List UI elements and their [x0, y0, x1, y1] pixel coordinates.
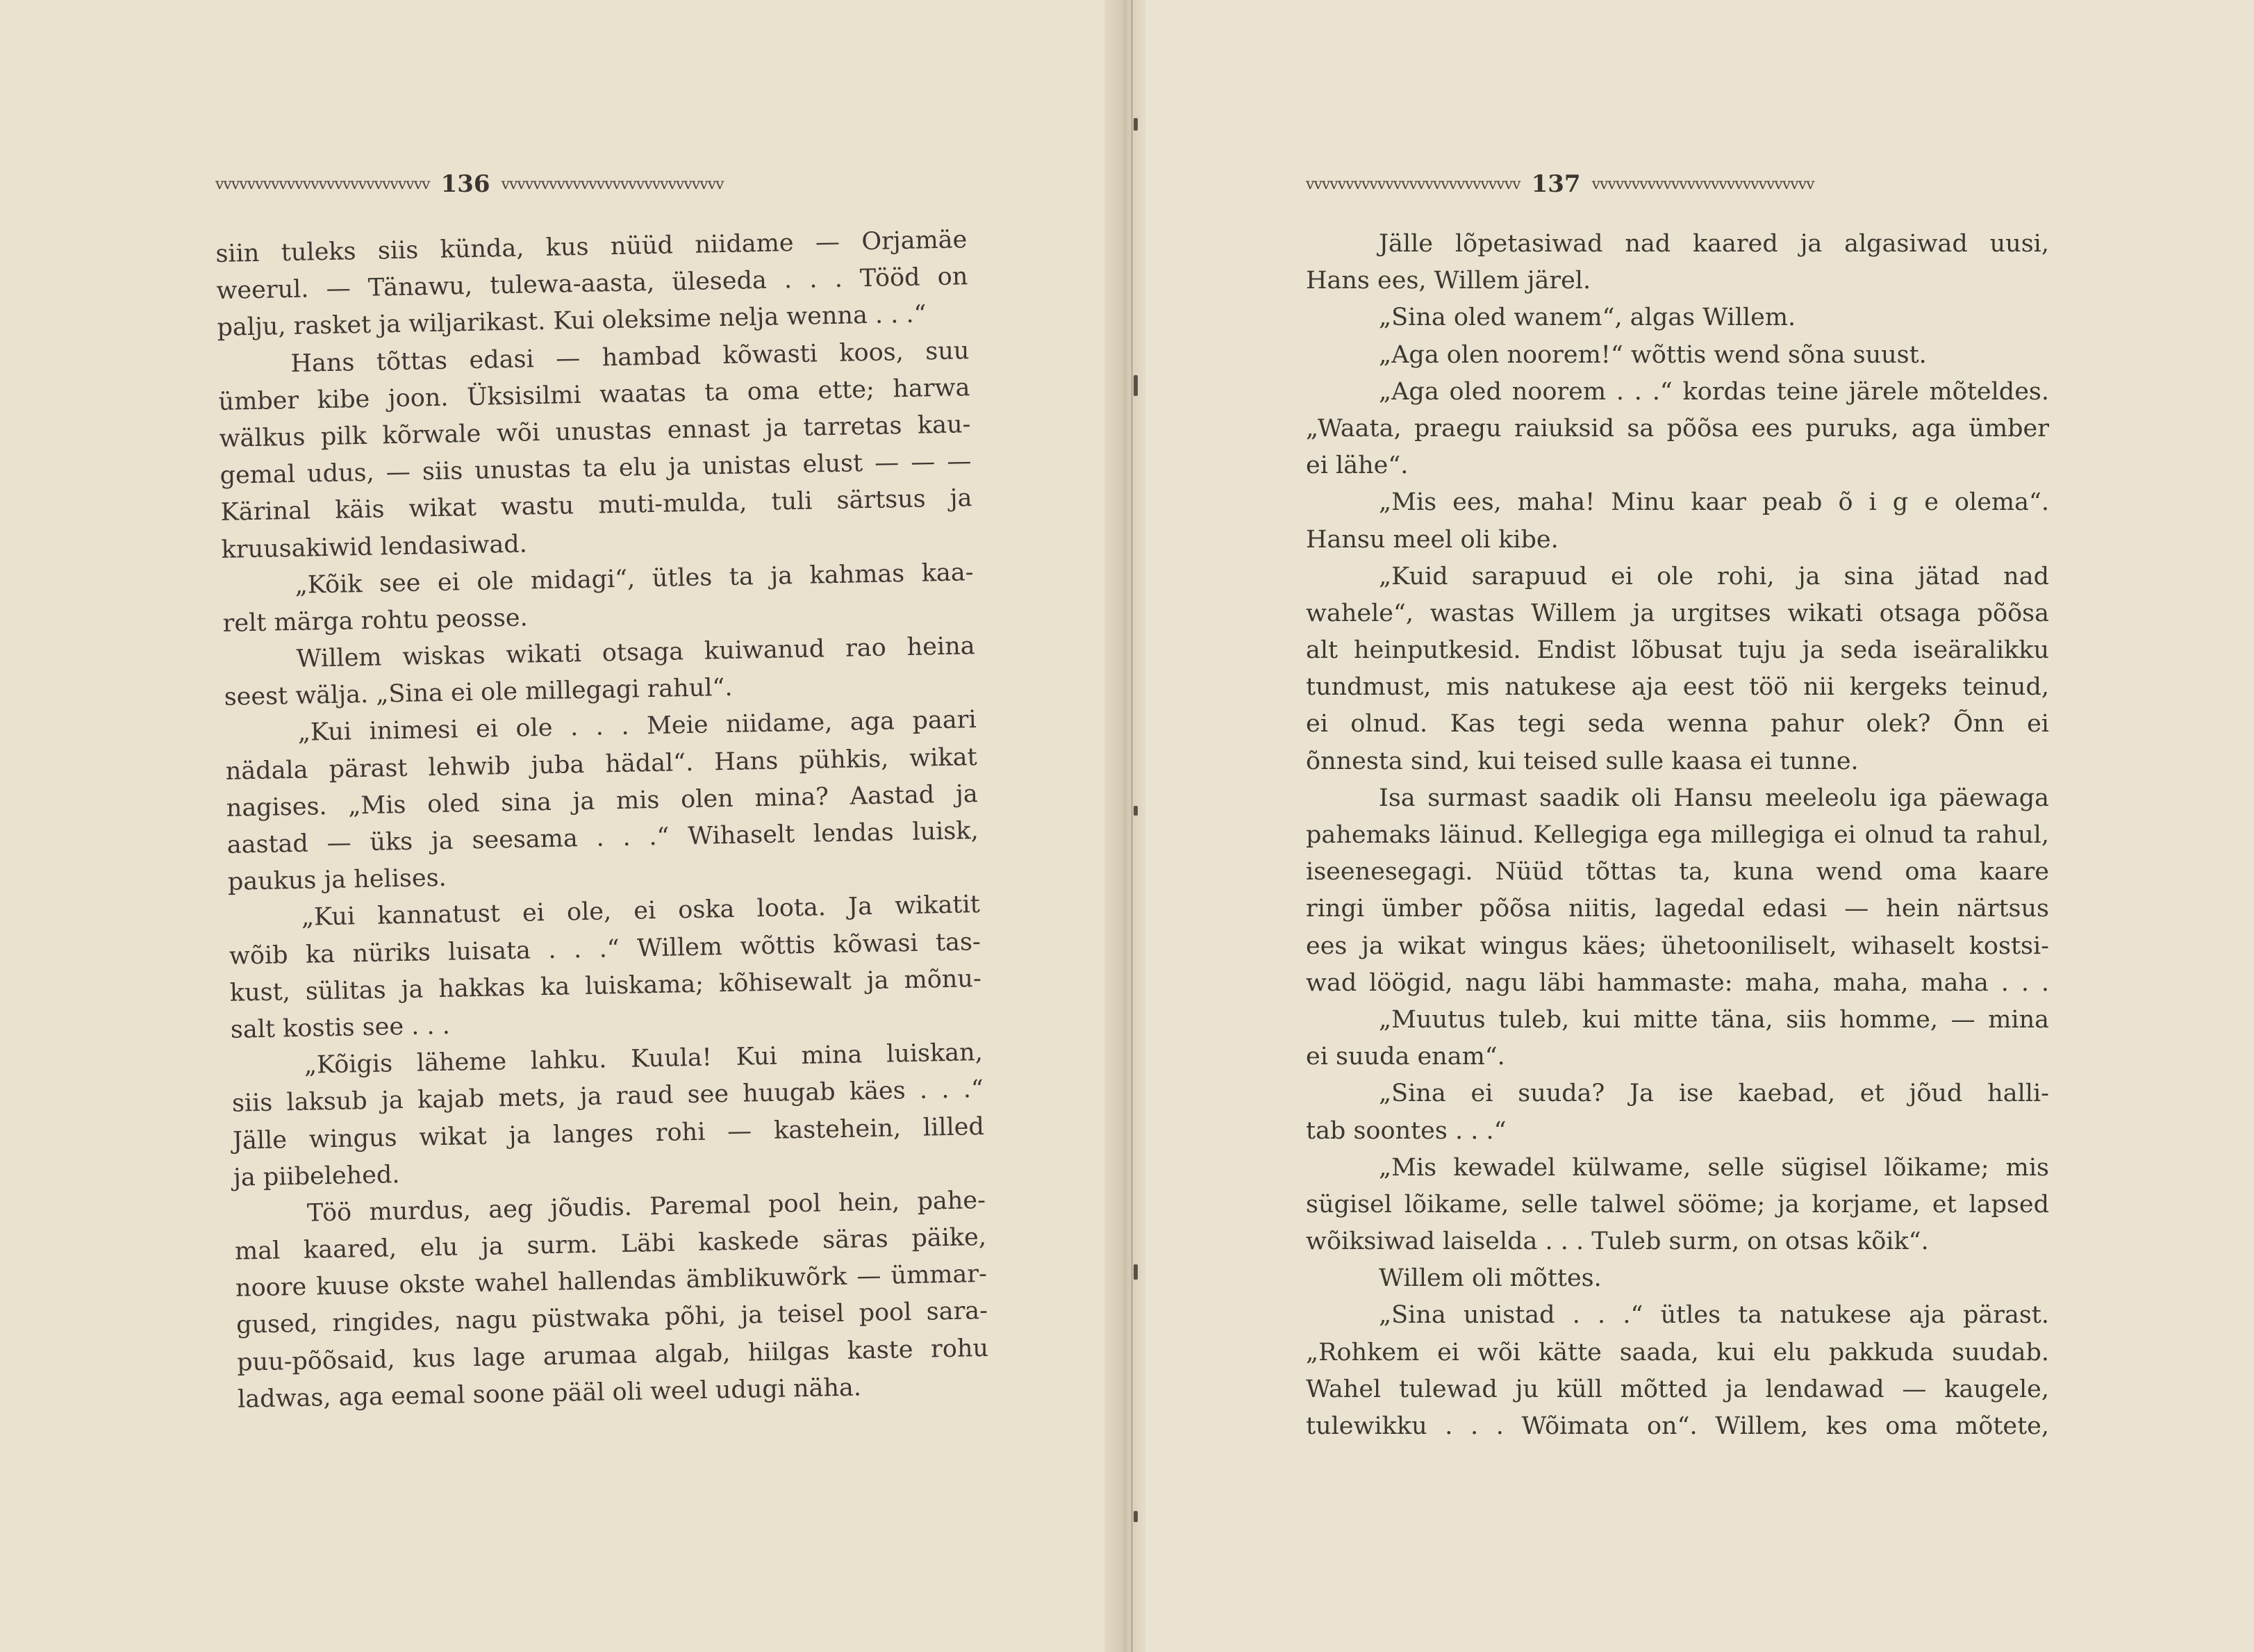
gutter-fold-line — [1131, 0, 1133, 1652]
left-page-text — [215, 222, 989, 1418]
header-ornament: vvvvvvvvvvvvvvvvvvvvvvvvvvvv — [1591, 175, 1814, 193]
text-line: „Rohkem ei wõi kätte saada, kui elu pakkuda suudab. — [1306, 1338, 2049, 1366]
text-line: Jälle wingus wikat ja langes rohi — kastehein, lilled — [232, 1112, 985, 1155]
text-line: Willem wiskas wikati otsaga kuiwanud rao heina — [296, 632, 975, 673]
text-line: wälkus pilk kõrwale wõi unustas ennast ja tarretas kau- — [219, 411, 971, 453]
text-line: puu-põõsaid, kus lage arumaa algab, hiilgas kaste rohu — [236, 1334, 989, 1377]
text-line: ja piibelehed. — [233, 1160, 400, 1192]
text-line: „Waata, praegu raiuksid sa põõsa ees puruks, aga ümber — [1306, 414, 2049, 443]
text-line: seest wälja. „Sina ei ole millegagi rahul“. — [224, 674, 733, 712]
text-line: ladwas, aga eemal soone pääl oli weel udugi näha. — [237, 1373, 862, 1414]
text-line: Willem oli mõttes. — [1379, 1264, 1602, 1293]
text-line: Jälle lõpetasiwad nad kaared ja algasiwad uusi, — [1379, 230, 2049, 258]
text-line: Hans ees, Willem järel. — [1306, 267, 1591, 295]
page-number: 137 — [1531, 170, 1581, 198]
binding-thread-mark — [1134, 1264, 1138, 1280]
text-line: nädala pärast lehwib juba hädal“. Hans pühkis, wikat — [225, 743, 977, 786]
text-line: Wahel tulewad ju küll mõtted ja lendawad — kaugele, — [1306, 1375, 2049, 1403]
text-line: noore kuuse okste wahel hallendas ämblikuwõrk — ümmar- — [235, 1260, 988, 1303]
text-line: „Aga olen noorem!“ wõttis wend sõna suust. — [1379, 340, 1927, 369]
text-line: iseenesegagi. Nüüd tõttas ta, kuna wend oma kaare — [1306, 858, 2049, 886]
text-line: ees ja wikat wingus käes; ühetooniliselt, wihaselt kostsi- — [1306, 932, 2049, 960]
text-line: aastad — üks ja seesama . . .“ Wihaselt lendas luisk, — [226, 817, 979, 859]
text-line: „Kõik see ei ole midagi“, ütles ta ja kahmas kaa- — [295, 558, 974, 600]
text-line: tulewikku . . . Wõimata on“. Willem, kes oma mõtete, — [1306, 1412, 2049, 1440]
text-line: „Kuid sarapuud ei ole rohi, ja sina jätad nad — [1379, 562, 2049, 590]
text-line: tab soontes . . .“ — [1306, 1116, 1507, 1145]
left-page-header — [215, 170, 966, 198]
text-line: salt kostis see . . . — [230, 1011, 451, 1044]
text-line: kust, sülitas ja hakkas ka luiskama; kõhisewalt ja mõnu- — [229, 964, 982, 1007]
book-gutter — [1104, 0, 1146, 1652]
text-line: Hansu meel oli kibe. — [1306, 525, 1559, 554]
text-line: „Sina unistad . . .“ ütles ta natukese aja pärast. — [1379, 1301, 2049, 1330]
text-line: „Mis kewadel külwame, selle sügisel lõikame; mis — [1379, 1153, 2049, 1182]
right-page-text — [1306, 226, 2049, 1445]
header-ornament: vvvvvvvvvvvvvvvvvvvvvvvvvvv — [1306, 175, 1520, 193]
text-line: „Kui inimesi ei ole . . . Meie niidame, aga paari — [297, 706, 977, 747]
text-line: relt märga rohtu peosse. — [222, 604, 529, 638]
page-number: 136 — [440, 170, 490, 198]
text-line: „Mis ees, maha! Minu kaar peab õ i g e olema“. — [1379, 488, 2049, 517]
text-line: õnnesta sind, kui teised sulle kaasa ei tunne. — [1306, 747, 1859, 775]
text-line: pahemaks läinud. Kellegiga ega millegiga ei olnud ta rahul, — [1306, 821, 2049, 849]
right-page — [1129, 0, 2254, 1652]
binding-thread-mark — [1134, 806, 1138, 816]
text-line: ringi ümber põõsa niitis, lagedal edasi — hein närtsus — [1306, 895, 2049, 923]
text-line: ei olnud. Kas tegi seda wenna pahur olek? Õnn ei — [1306, 710, 2049, 738]
header-ornament: vvvvvvvvvvvvvvvvvvvvvvvvvvv — [215, 175, 430, 193]
text-line: gused, ringides, nagu püstwaka põhi, ja teisel pool sara- — [235, 1297, 988, 1340]
text-line: tundmust, mis natukese aja eest töö nii kergeks teinud, — [1306, 673, 2049, 702]
text-line: weerul. — Tänawu, tulewa-aasta, üleseda . . . Tööd on — [216, 263, 968, 306]
binding-thread-mark — [1134, 375, 1138, 396]
binding-thread-mark — [1134, 118, 1138, 131]
text-line: siin tuleks siis künda, kus nüüd niidame — Orjamäe — [215, 226, 968, 268]
text-line: alt heinputkesid. Endist lõbusat tuju ja seda iseäralikku — [1306, 636, 2049, 665]
text-line: Isa surmast saadik oli Hansu meeleolu iga päewaga — [1379, 784, 2049, 812]
text-line: Hans tõttas edasi — hambad kõwasti koos, suu — [290, 336, 970, 378]
text-line: Kärinal käis wikat wastu muti-mulda, tuli särtsus ja — [220, 484, 972, 527]
header-ornament: vvvvvvvvvvvvvvvvvvvvvvvvvvvv — [501, 175, 724, 193]
text-line: gemal udus, — siis unustas ta elu ja unistas elust — — — — [219, 447, 972, 490]
text-line: wad löögid, nagu läbi hammaste: maha, maha, maha . . . — [1306, 968, 2049, 997]
text-line: „Kõigis läheme lahku. Kuula! Kui mina luiskan, — [304, 1039, 984, 1080]
text-line: „Muutus tuleb, kui mitte täna, siis homme, — mina — [1379, 1005, 2049, 1034]
text-line: Töö murdus, aeg jõudis. Paremal pool hein, pahe- — [306, 1186, 986, 1228]
text-line: „Sina ei suuda? Ja ise kaebad, et jõud halli- — [1379, 1080, 2049, 1108]
text-line: nagises. „Mis oled sina ja mis olen mina? Aastad ja — [226, 779, 978, 823]
text-line: „Aga oled noorem . . .“ kordas teine järele mõteldes. — [1379, 377, 2049, 406]
text-line: wahele“, wastas Willem ja urgitses wikati otsaga põõsa — [1306, 599, 2049, 627]
text-line: palju, rasket ja wiljarikast. Kui oleksime nelja wenna . . .“ — [217, 300, 927, 342]
text-line: „Kui kannatust ei ole, ei oska loota. Ja wikatit — [301, 891, 981, 932]
text-line: siis laksub ja kajab mets, ja raud see huugab käes . . .“ — [231, 1075, 984, 1118]
text-line: wõiksiwad laiselda . . . Tuleb surm, on otsas kõik“. — [1306, 1228, 1929, 1256]
binding-thread-mark — [1134, 1511, 1138, 1522]
right-page-header — [1306, 170, 2056, 198]
text-line: „Sina oled wanem“, algas Willem. — [1379, 304, 1796, 332]
text-line: ei lähe“. — [1306, 452, 1409, 480]
text-line: paukus ja helises. — [227, 864, 447, 897]
text-line: ümber kibe joon. Üksisilmi waatas ta oma ette; harwa — [218, 373, 970, 416]
text-line: wõib ka nüriks luisata . . .“ Willem wõttis kõwasi tas- — [229, 927, 981, 970]
text-line: sügisel lõikame, selle talwel sööme; ja korjame, et lapsed — [1306, 1190, 2049, 1219]
text-line: mal kaared, elu ja surm. Läbi kaskede säras päike, — [234, 1223, 987, 1266]
text-line: ei suuda enam“. — [1306, 1043, 1505, 1071]
text-line: kruusakiwid lendasiwad. — [221, 529, 528, 564]
